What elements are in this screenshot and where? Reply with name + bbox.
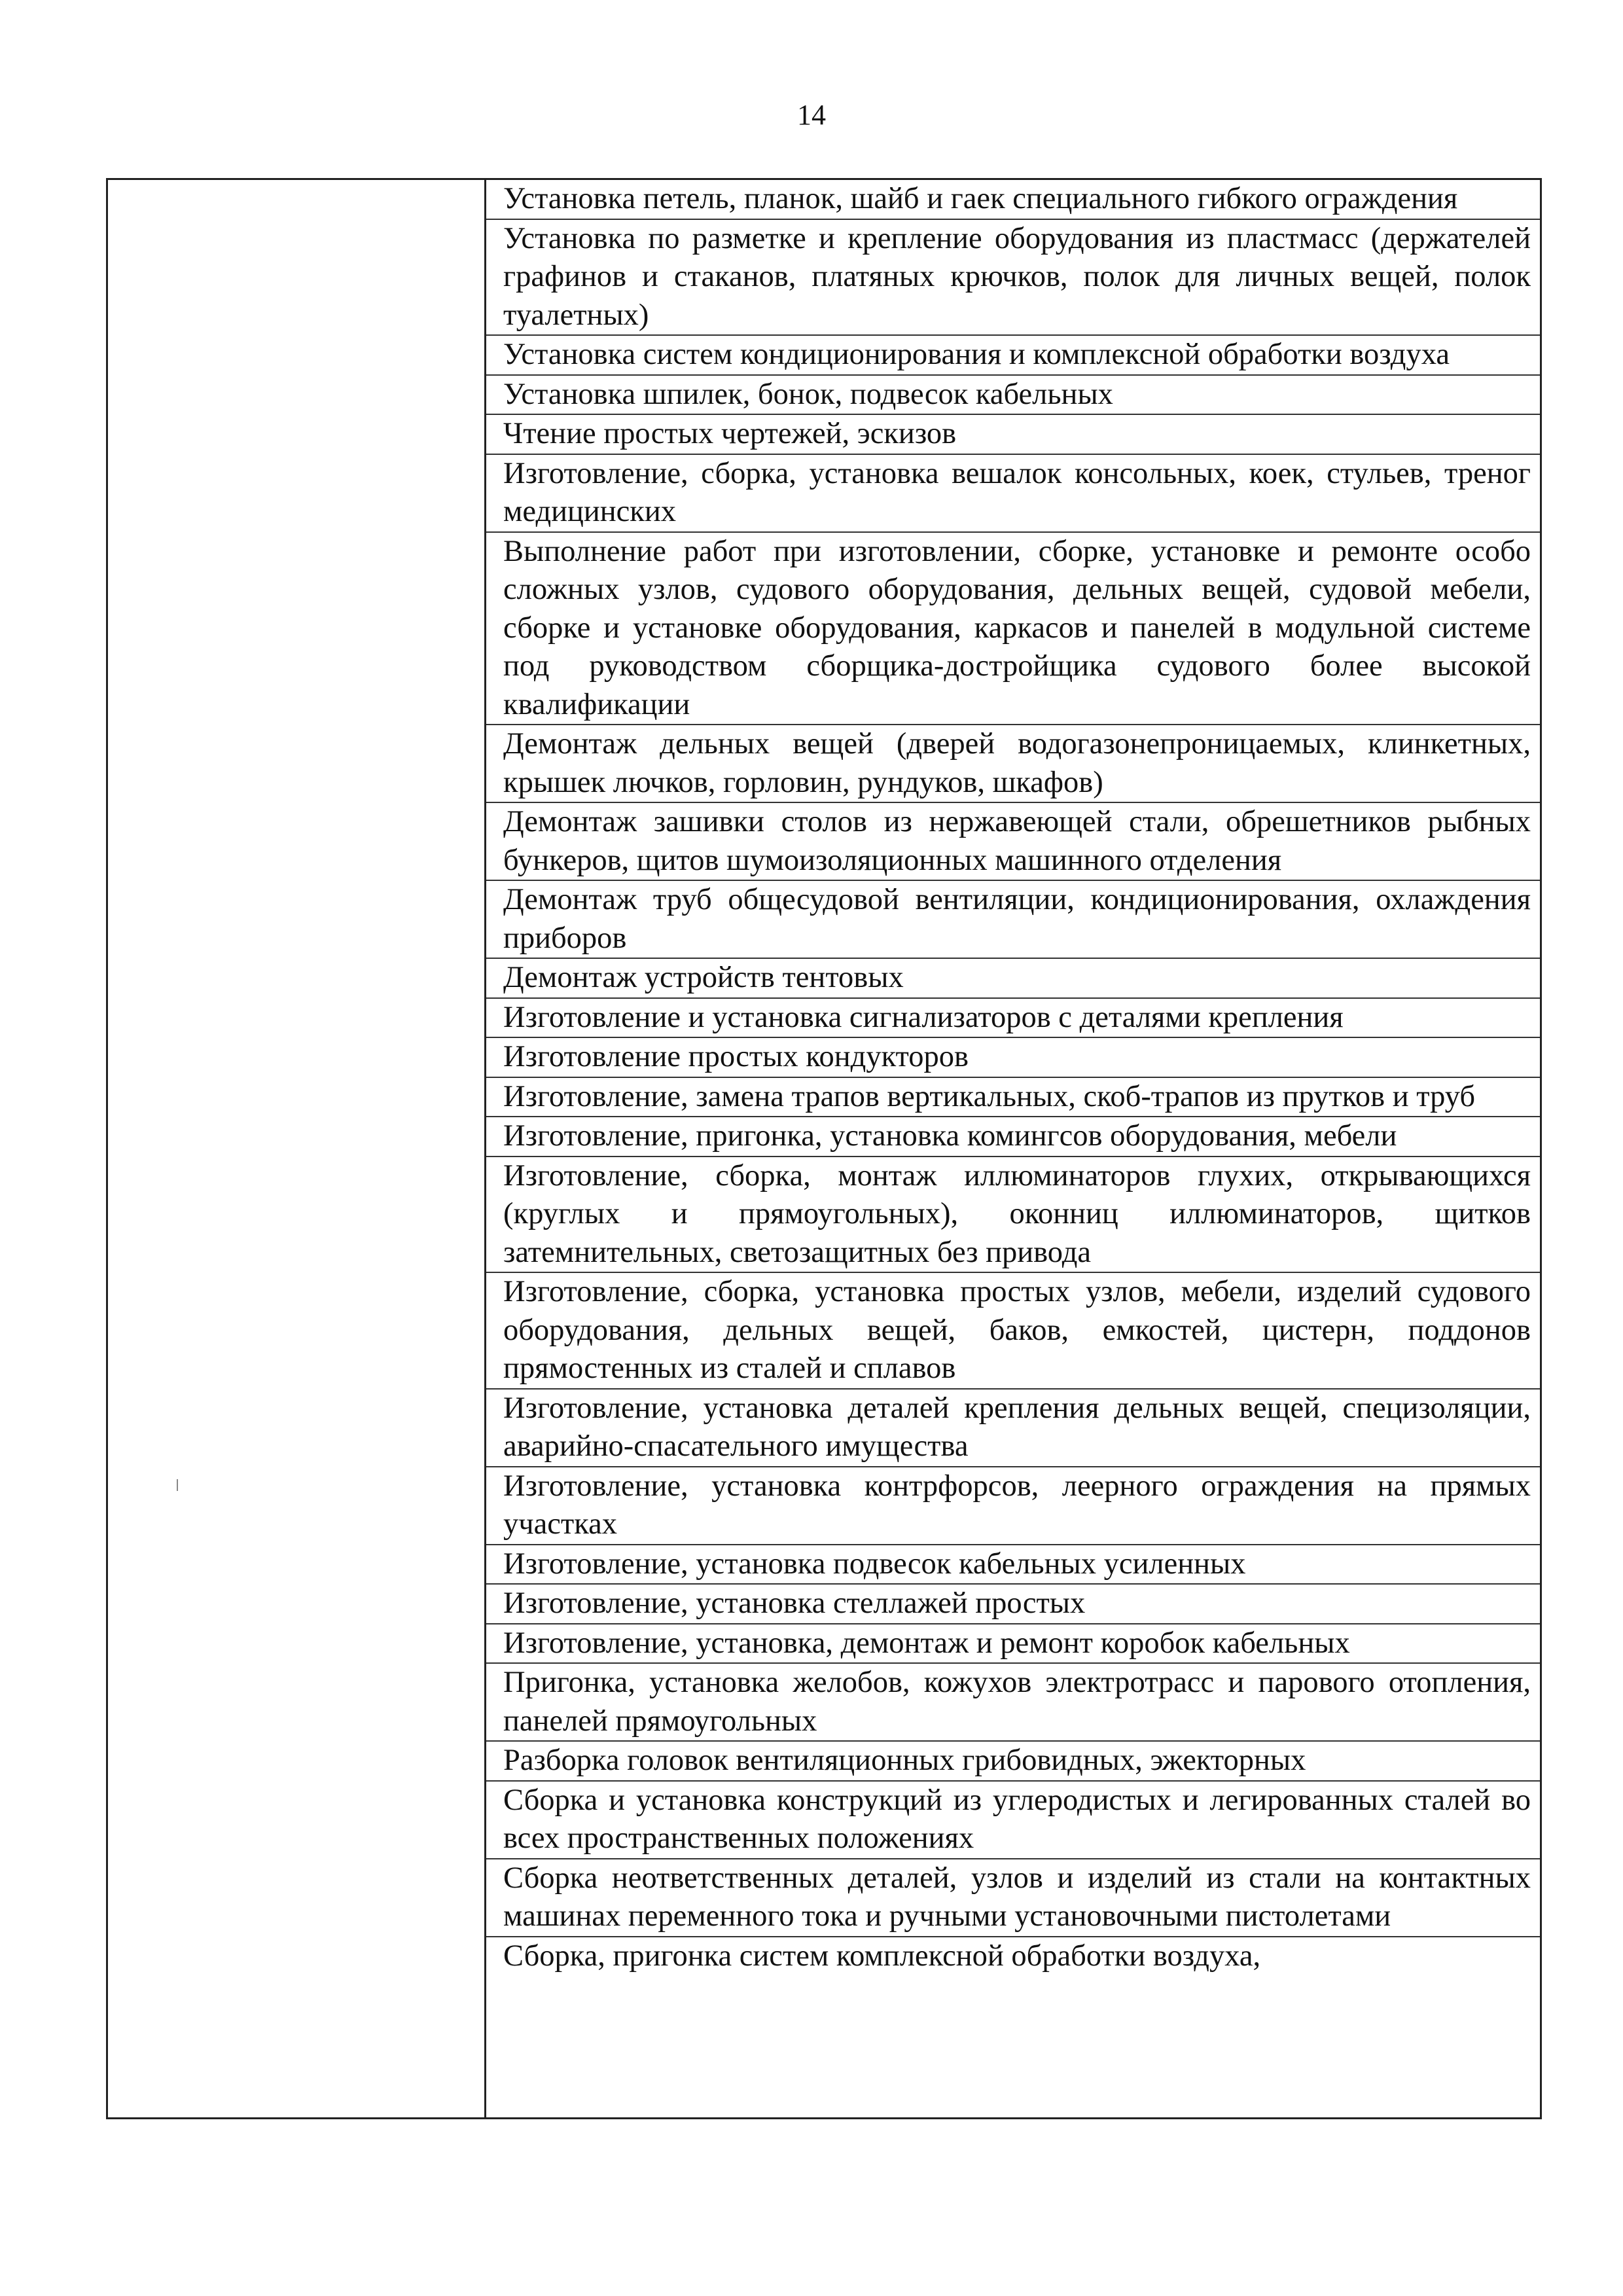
table-row: Установка по разметке и крепление оборудования из пластмасс (держателей графинов и стаканов, платяных крючков, полок для личных вещей, полок туалетных) bbox=[486, 220, 1540, 336]
table-row: Демонтаж дельных вещей (дверей водогазонепроницаемых, клинкетных, крышек лючков, горловин, рундуков, шкафов) bbox=[486, 725, 1540, 803]
table-row: Установка петель, планок, шайб и гаек специального гибкого ограждения bbox=[486, 180, 1540, 220]
table-row: Пригонка, установка желобов, кожухов электротрасс и парового отопления, панелей прямоугольных bbox=[486, 1664, 1540, 1742]
page-number: 14 bbox=[797, 99, 826, 131]
table-row: Изготовление, установка стеллажей простых bbox=[486, 1585, 1540, 1624]
table-row: Изготовление, установка подвесок кабельных усиленных bbox=[486, 1545, 1540, 1585]
table-row: Изготовление, пригонка, установка комингсов оборудования, мебели bbox=[486, 1117, 1540, 1157]
table-row: Демонтаж труб общесудовой вентиляции, кондиционирования, охлаждения приборов bbox=[486, 881, 1540, 959]
table-row: Изготовление и установка сигнализаторов с деталями крепления bbox=[486, 999, 1540, 1039]
work-table bbox=[106, 178, 1542, 2119]
table-row: Сборка и установка конструкций из углеродистых и легированных сталей во всех пространственных положениях bbox=[486, 1782, 1540, 1859]
table-row: Чтение простых чертежей, эскизов bbox=[486, 415, 1540, 455]
table-row: Изготовление, сборка, монтаж иллюминаторов глухих, открывающихся (круглых и прямоугольных), оконниц иллюминаторов, щитков затемнительных, светозащитных без привода bbox=[486, 1157, 1540, 1274]
table-row: Демонтаж зашивки столов из нержавеющей стали, обрешетников рыбных бункеров, щитов шумоизоляционных машинного отделения bbox=[486, 803, 1540, 881]
table-row: Изготовление, установка контрфорсов, леерного ограждения на прямых участках bbox=[486, 1467, 1540, 1545]
table-row: Изготовление, замена трапов вертикальных, скоб-трапов из прутков и труб bbox=[486, 1078, 1540, 1118]
table-left-column bbox=[108, 180, 486, 2117]
scan-mark bbox=[177, 1479, 178, 1491]
table-row: Установка шпилек, бонок, подвесок кабельных bbox=[486, 376, 1540, 416]
table-row: Изготовление, сборка, установка простых узлов, мебели, изделий судового оборудования, дельных вещей, баков, емкостей, цистерн, поддонов прямостенных из сталей и сплавов bbox=[486, 1273, 1540, 1390]
table-row: Демонтаж устройств тентовых bbox=[486, 959, 1540, 999]
table-row: Сборка неответственных деталей, узлов и изделий из стали на контактных машинах переменного тока и ручными установочными пистолетами bbox=[486, 1859, 1540, 1937]
table-row: Разборка головок вентиляционных грибовидных, эжекторных bbox=[486, 1742, 1540, 1782]
table-right-column bbox=[486, 180, 1540, 2117]
table-row: Изготовление простых кондукторов bbox=[486, 1038, 1540, 1078]
table-row: Изготовление, установка деталей крепления дельных вещей, специзоляции, аварийно-спасательного имущества bbox=[486, 1390, 1540, 1467]
table-row: Изготовление, установка, демонтаж и ремонт коробок кабельных bbox=[486, 1624, 1540, 1664]
table-row: Выполнение работ при изготовлении, сборке, установке и ремонте особо сложных узлов, судового оборудования, дельных вещей, судовой мебели, сборке и установке оборудования, каркасов и панелей в модульной системе под руководством сборщика-достройщика судового более высокой квалификации bbox=[486, 533, 1540, 726]
table-row: Изготовление, сборка, установка вешалок консольных, коек, стульев, треног медицинских bbox=[486, 455, 1540, 533]
table-row: Сборка, пригонка систем комплексной обработки воздуха, bbox=[503, 1939, 1261, 1973]
table-row: Установка систем кондиционирования и комплексной обработки воздуха bbox=[486, 336, 1540, 376]
